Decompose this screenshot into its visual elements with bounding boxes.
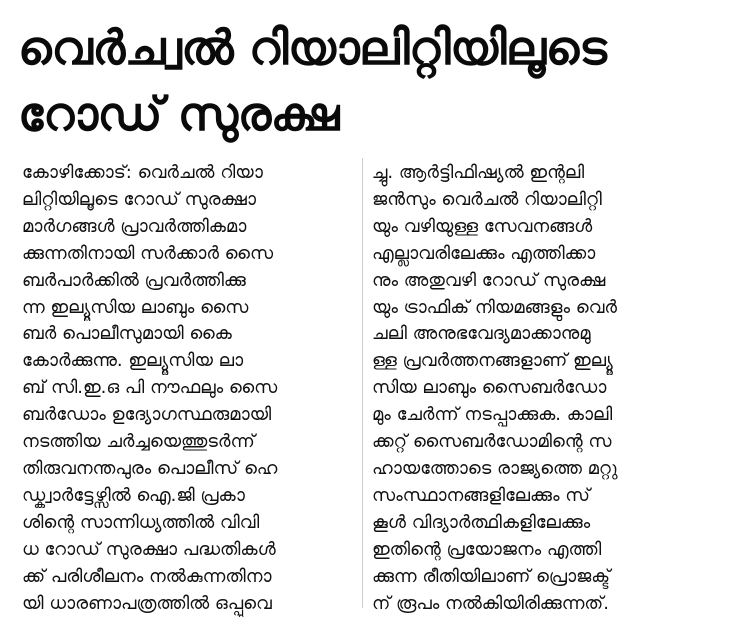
article-line: ശിന്റെ സാന്നിധ്യത്തിൽ വിവി: [22, 511, 260, 533]
article-line: ബർ പൊലീസുമായി കൈ: [22, 323, 232, 345]
article-column-right: [372, 160, 717, 617]
article-line: ധ റോഡ് സുരക്ഷാ പദ്ധതികൾ: [22, 538, 276, 560]
article-line: ക്കുന്ന രീതിയിലാണ് പ്രൊജക്ട്: [372, 565, 611, 587]
article-line: ഇതിന്റെ പ്രയോജനം എത്തി: [372, 538, 602, 560]
headline-line-2: റോഡ് സുരക്ഷ: [18, 87, 339, 142]
article-line: ഹായത്തോടെ രാജ്യത്തെ മറ്റു: [372, 457, 618, 479]
column-divider: [362, 158, 363, 608]
article-line: ള്ള പ്രവർത്തനങ്ങളാണ് ഇല്യൂ: [372, 350, 613, 372]
article-line: ക്ക് പരിശീലനം നൽകുന്നതിനാ: [22, 565, 272, 587]
article-line: യും വഴിയുള്ള സേവനങ്ങൾ: [372, 215, 593, 237]
article-line: കൂൾ വിദ്യാർത്ഥികളിലേക്കും: [372, 511, 591, 533]
article-line: ബർപാർക്കിൽ പ്രവർത്തിക്കു: [22, 269, 246, 291]
article-line: യി ധാരണാപത്രത്തിൽ ഒപ്പുവെ: [22, 592, 272, 614]
article-line: ബ് സി.ഇ.ഒ പി നൗഫലും സൈ: [22, 377, 278, 399]
article-line: ഡ്ക്വാർട്ടേഴ്സിൽ ഐ.ജി പ്രകാ: [22, 484, 245, 506]
headline: [18, 16, 718, 148]
article-line: ച്ചു. ആർട്ടിഫിഷ്യൽ ഇന്റലി: [372, 162, 585, 183]
article-line: ബർഡോം ഉദ്യോഗസ്ഥരുമായി: [22, 404, 272, 426]
article-line: ക്കുന്നതിനായി സർക്കാർ സൈ: [22, 242, 274, 264]
article-line: ന്ന ഇല്യൂസിയ ലാബും സൈ: [22, 296, 249, 318]
article-line: കോഴിക്കോട്: വെർചൽ റിയാ: [22, 162, 263, 183]
article-line: ന് രൂപം നൽകിയിരിക്കുന്നത്.: [372, 592, 609, 614]
article-line: എല്ലാവരിലേക്കും എത്തിക്കാ: [372, 242, 596, 264]
article-line: കോർക്കുന്നു. ഇല്യൂസിയ ലാ: [22, 350, 244, 372]
article-column-left: [22, 160, 356, 617]
headline-line-1: വെർച്വൽ റിയാലിറ്റിയിലൂടെ: [18, 21, 607, 76]
article-line: ജൻസും വെർചൽ റിയാലിറ്റി: [372, 188, 602, 210]
article-line: മാർഗങ്ങൾ പ്രാവർത്തികമാ: [22, 215, 247, 237]
article-line: യും ട്രാഫിക് നിയമങ്ങളും വെർ: [372, 296, 618, 318]
article-line: തിരുവനന്തപുരം പൊലീസ് ഹെ: [22, 457, 278, 479]
article-line: സിയ ലാബും സൈബർഡോ: [372, 377, 607, 399]
article-line: ചലി അനുഭവേദ്യമാക്കാനുമു: [372, 323, 591, 345]
article-line: മും ചേർന്ന് നടപ്പാക്കുക. കാലി: [372, 404, 613, 426]
article-line: ക്കറ്റ് സൈബർഡോമിന്റെ സ: [372, 431, 612, 453]
article-line: സംസ്ഥാനങ്ങളിലേക്കും സ്: [372, 484, 590, 506]
article-line: നും അതുവഴി റോഡ് സുരക്ഷ: [372, 269, 606, 291]
article-line: ലിറ്റിയിലൂടെ റോഡ് സുരക്ഷാ: [22, 188, 256, 210]
article-line: നടത്തിയ ചർച്ചയെത്തുടർന്ന്: [22, 431, 255, 453]
